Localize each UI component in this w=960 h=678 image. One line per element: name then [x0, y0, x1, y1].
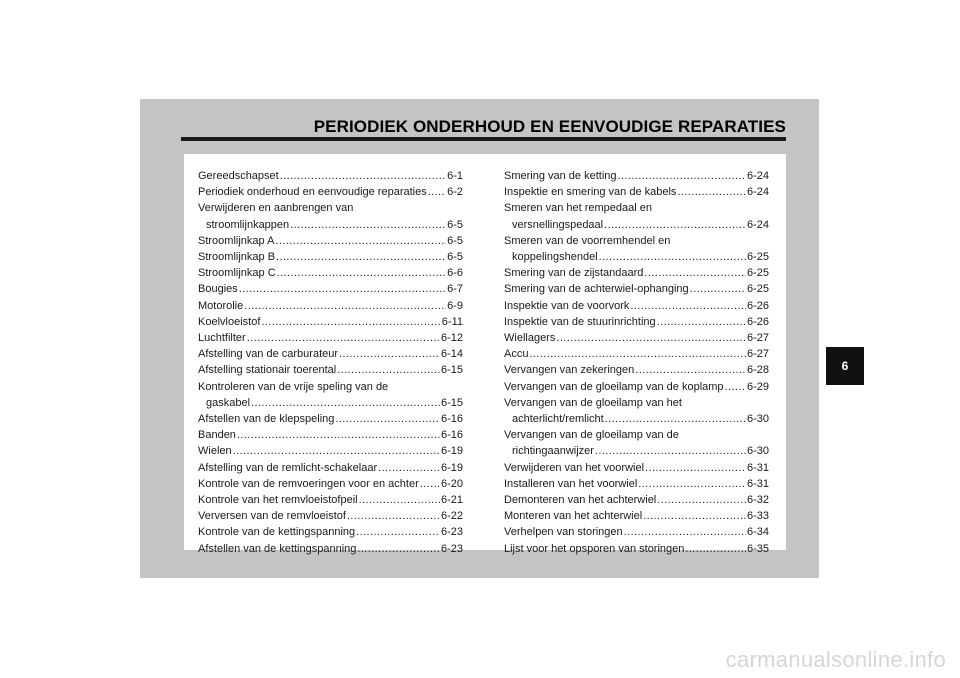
- toc-leader-dots: [643, 508, 746, 524]
- toc-entry-label: Gereedschapset: [198, 170, 279, 182]
- toc-entry-label: Afstellen van de klepspeling: [198, 413, 335, 426]
- toc-leader-dots: [618, 168, 746, 184]
- toc-page-number: 6-1: [447, 170, 463, 182]
- toc-leader-dots: [244, 298, 446, 314]
- toc-leader-dots: [685, 541, 746, 557]
- toc-leader-dots: [645, 460, 746, 476]
- toc-page-number: 6-15: [440, 364, 463, 377]
- toc-entry-label: Accu: [504, 348, 529, 361]
- toc-page-number: 6-16: [440, 413, 463, 426]
- toc-page-number: 6-12: [440, 332, 463, 345]
- toc-entry[interactable]: [198, 330, 463, 346]
- toc-page-number: 6-33: [746, 510, 769, 523]
- toc-entry-label: koppelingshendel: [512, 251, 598, 264]
- toc-entry[interactable]: [504, 184, 769, 200]
- toc-page-number: 6-24: [746, 170, 769, 182]
- toc-entry-label: Stroomlijnkap B: [198, 251, 276, 264]
- toc-leader-dots: [347, 508, 440, 524]
- toc-entry-label: Stroomlijnkap A: [198, 234, 275, 247]
- toc-leader-dots: [657, 314, 746, 330]
- watermark: carmanualsonline.info: [725, 647, 946, 672]
- toc-leader-dots: [251, 395, 440, 411]
- toc-heading: Smeren van het rempedaal en: [504, 202, 652, 215]
- toc-entry-label: Afstelling stationair toerental: [198, 364, 337, 377]
- toc-entry-label: Vervangen van de gloeilamp van de koplamp: [504, 380, 724, 393]
- toc-entry-label: Periodiek onderhoud en eenvoudige reparaties: [198, 186, 427, 199]
- toc-entry[interactable]: [504, 492, 769, 508]
- toc-entry-label: Smering van de ketting: [504, 170, 617, 182]
- toc-page-number: 6-14: [440, 348, 463, 361]
- toc-leader-dots: [690, 281, 746, 297]
- toc-entry[interactable]: [198, 541, 463, 557]
- toc-leader-dots: [644, 265, 746, 281]
- toc-leader-dots: [605, 411, 746, 427]
- toc-page-number: 6-28: [746, 364, 769, 377]
- toc-leader-dots: [635, 362, 746, 378]
- toc-page-number: 6-9: [447, 299, 463, 312]
- toc-entry[interactable]: [198, 298, 463, 314]
- toc-page-number: 6-16: [440, 429, 463, 442]
- toc-leader-dots: [604, 217, 746, 233]
- toc-entry[interactable]: [198, 265, 463, 281]
- toc-leader-dots: [233, 443, 440, 459]
- toc-leader-dots: [335, 411, 440, 427]
- toc-entry-label: Inspektie van de stuurinrichting: [504, 315, 656, 328]
- toc-entry-label: Kontrole van het remvloeistofpeil: [198, 494, 358, 507]
- toc-left-column: [198, 168, 463, 557]
- toc-entry-label: Smering van de achterwiel-ophanging: [504, 283, 689, 296]
- toc-entry[interactable]: [504, 314, 769, 330]
- toc-entry[interactable]: [504, 265, 769, 281]
- toc-entry-label: Smering van de zijstandaard: [504, 267, 644, 280]
- toc-entry-label: Afstelling van de remlicht-schakelaar: [198, 461, 378, 474]
- toc-page-number: 6-32: [746, 494, 769, 507]
- toc-page-number: 6-30: [746, 445, 769, 458]
- toc-page-number: 6-2: [447, 186, 463, 199]
- toc-entry-label: Lijst voor het opsporen van storingen: [504, 542, 685, 555]
- toc-page-number: 6-5: [447, 218, 463, 231]
- toc-page-number: 6-27: [746, 332, 769, 345]
- toc-page-number: 6-6: [447, 267, 463, 280]
- toc-entry-label: stroomlijnkappen: [206, 218, 290, 231]
- toc-entry[interactable]: [504, 460, 769, 476]
- toc-leader-dots: [237, 427, 440, 443]
- toc-page-number: 6-22: [440, 510, 463, 523]
- toc-entry-label: Vervangen van zekeringen: [504, 364, 635, 377]
- toc-page-number: 6-5: [447, 234, 463, 247]
- toc-leader-dots: [599, 249, 746, 265]
- toc-page-number: 6-24: [746, 218, 769, 231]
- toc-entry[interactable]: [198, 168, 463, 184]
- toc-entry[interactable]: [198, 281, 463, 297]
- toc-leader-dots: [356, 524, 440, 540]
- toc-entry-label: Inspektie van de voorvork: [504, 299, 630, 312]
- toc-page-number: 6-5: [447, 251, 463, 264]
- toc-entry[interactable]: [504, 443, 769, 459]
- toc-entry[interactable]: [504, 298, 769, 314]
- toc-page-number: 6-27: [746, 348, 769, 361]
- toc-page-number: 6-24: [746, 186, 769, 199]
- toc-leader-dots: [357, 541, 440, 557]
- toc-leader-dots: [630, 298, 746, 314]
- toc-entry[interactable]: [504, 249, 769, 265]
- toc-entry-label: Afstellen van de kettingspanning: [198, 542, 357, 555]
- toc-leader-dots: [725, 379, 746, 395]
- toc-entry[interactable]: [198, 476, 463, 492]
- toc-entry-label: Kontrole van de remvoeringen voor en achter: [198, 477, 419, 490]
- toc-entry-label: Stroomlijnkap C: [198, 267, 276, 280]
- toc-leader-dots: [624, 524, 746, 540]
- toc-heading: Smeren van de voorremhendel en: [504, 234, 671, 247]
- toc-leader-dots: [276, 249, 446, 265]
- toc-leader-dots: [261, 314, 440, 330]
- toc-leader-dots: [339, 346, 440, 362]
- toc-page-number: 6-19: [440, 445, 463, 458]
- toc-entry[interactable]: [198, 492, 463, 508]
- toc-leader-dots: [420, 476, 440, 492]
- toc-entry-label: Banden: [198, 429, 236, 442]
- toc-heading: Vervangen van de gloeilamp van de: [504, 429, 679, 442]
- toc-leader-dots: [239, 281, 446, 297]
- toc-page-number: 6-25: [746, 283, 769, 296]
- toc-entry[interactable]: [504, 346, 769, 362]
- toc-entry-label: Installeren van het voorwiel: [504, 477, 638, 490]
- toc-leader-dots: [275, 233, 446, 249]
- toc-right-column: [504, 168, 769, 557]
- toc-entry[interactable]: [198, 508, 463, 524]
- toc-entry[interactable]: [504, 411, 769, 427]
- toc-entry-label: Verhelpen van storingen: [504, 526, 623, 539]
- toc-page-number: 6-7: [447, 283, 463, 296]
- toc-entry-label: Monteren van het achterwiel: [504, 510, 643, 523]
- toc-entry-label: richtingaanwijzer: [512, 445, 594, 458]
- toc-entry[interactable]: [198, 395, 463, 411]
- toc-page-number: 6-34: [746, 526, 769, 539]
- toc-heading: Verwijderen en aanbrengen van: [198, 202, 354, 215]
- toc-leader-dots: [378, 460, 440, 476]
- toc-entry[interactable]: [504, 168, 769, 184]
- toc-entry-label: achterlicht/remlicht: [512, 413, 604, 426]
- toc-leader-dots: [428, 184, 446, 200]
- toc-leader-dots: [677, 184, 746, 200]
- toc-page-number: 6-15: [440, 396, 463, 409]
- toc-leader-dots: [556, 330, 746, 346]
- toc-page-number: 6-23: [440, 542, 463, 555]
- toc-entry[interactable]: [198, 314, 463, 330]
- toc-entry-label: Demonteren van het achterwiel: [504, 494, 657, 507]
- toc-page-number: 6-31: [746, 461, 769, 474]
- toc-page-number: 6-25: [746, 251, 769, 264]
- toc-leader-dots: [277, 265, 446, 281]
- toc-leader-dots: [280, 168, 446, 184]
- toc-entry[interactable]: [198, 443, 463, 459]
- toc-page-number: 6-25: [746, 267, 769, 280]
- toc-page-number: 6-20: [440, 477, 463, 490]
- toc-page-number: 6-21: [440, 494, 463, 507]
- toc-page-number: 6-31: [746, 477, 769, 490]
- toc-page-number: 6-29: [746, 380, 769, 393]
- toc-entry-label: Motorolie: [198, 299, 244, 312]
- toc-leader-dots: [337, 362, 440, 378]
- toc-entry[interactable]: [504, 541, 769, 557]
- toc-entry[interactable]: [198, 411, 463, 427]
- toc-leader-dots: [657, 492, 746, 508]
- toc-entry-label: Bougies: [198, 283, 238, 296]
- toc-heading: Kontroleren van de vrije speling van de: [198, 380, 389, 393]
- toc-page-number: 6-23: [440, 526, 463, 539]
- toc-entry[interactable]: [198, 217, 463, 233]
- toc-entry[interactable]: [198, 346, 463, 362]
- toc-entry[interactable]: [198, 184, 463, 200]
- toc-entry[interactable]: [504, 379, 769, 395]
- toc-entry[interactable]: [198, 427, 463, 443]
- toc-page-number: 6-26: [746, 299, 769, 312]
- toc-entry[interactable]: [504, 217, 769, 233]
- toc-entry[interactable]: [504, 281, 769, 297]
- toc-entry[interactable]: [198, 460, 463, 476]
- toc-leader-dots: [359, 492, 440, 508]
- toc-entry[interactable]: [504, 476, 769, 492]
- toc-entry[interactable]: [198, 524, 463, 540]
- toc-entry-label: Inspektie en smering van de kabels: [504, 186, 677, 199]
- toc-entry[interactable]: [504, 362, 769, 378]
- toc-entry-label: Wielen: [198, 445, 232, 458]
- toc-entry-label: Kontrole van de kettingspanning: [198, 526, 356, 539]
- toc-leader-dots: [247, 330, 440, 346]
- toc-page-number: 6-30: [746, 413, 769, 426]
- toc-entry-label: gaskabel: [206, 396, 251, 409]
- toc-entry[interactable]: [198, 249, 463, 265]
- toc-page-number: 6-35: [746, 542, 769, 555]
- toc-page-number: 6-19: [440, 461, 463, 474]
- toc-entry[interactable]: [504, 524, 769, 540]
- chapter-tab[interactable]: 6: [826, 347, 864, 385]
- toc-leader-dots: [529, 346, 746, 362]
- header-rule: [181, 137, 786, 141]
- toc-entry-label: Koelvloeistof: [198, 315, 261, 328]
- toc-entry[interactable]: [198, 362, 463, 378]
- toc-entry-label: Verversen van de remvloeistof: [198, 510, 346, 523]
- toc-entry-label: Wiellagers: [504, 332, 556, 345]
- toc-entry[interactable]: [504, 330, 769, 346]
- toc-leader-dots: [290, 217, 446, 233]
- toc-leader-dots: [638, 476, 746, 492]
- toc-leader-dots: [595, 443, 746, 459]
- toc-page-number: 6-26: [746, 315, 769, 328]
- toc-entry-label: versnellingspedaal: [512, 218, 604, 231]
- toc-entry-label: Luchtfilter: [198, 332, 246, 345]
- toc-entry[interactable]: [504, 508, 769, 524]
- toc-page-number: 6-11: [441, 315, 463, 328]
- toc-entry-label: Verwijderen van het voorwiel: [504, 461, 645, 474]
- toc-heading: Vervangen van de gloeilamp van het: [504, 396, 682, 409]
- page-title: PERIODIEK ONDERHOUD EN EENVOUDIGE REPARATIES: [313, 117, 786, 136]
- toc-entry-label: Afstelling van de carburateur: [198, 348, 339, 361]
- toc-entry[interactable]: [198, 233, 463, 249]
